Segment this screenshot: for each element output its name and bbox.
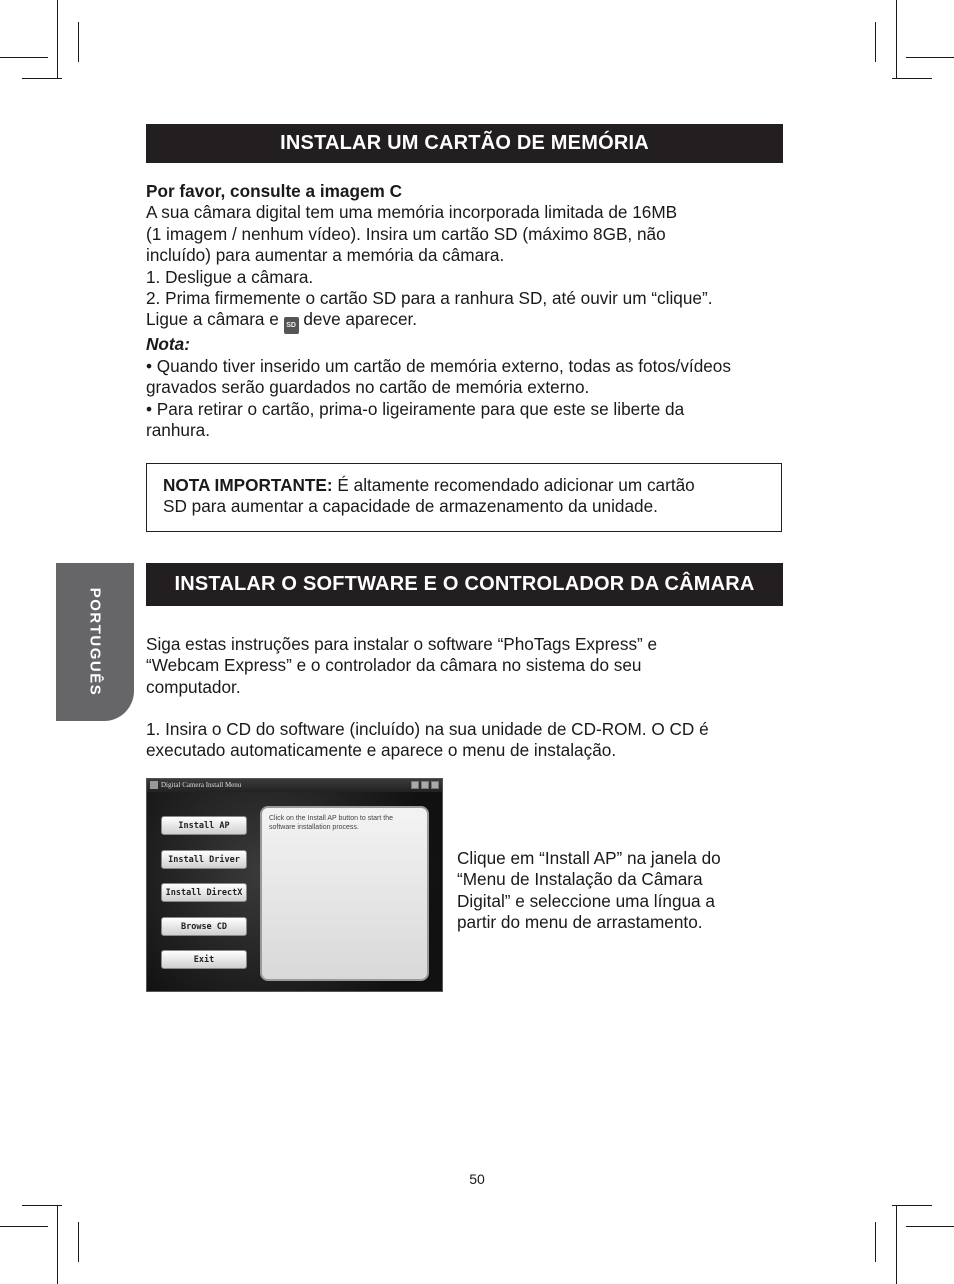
note-label: Nota: (146, 334, 190, 355)
software-intro (146, 634, 786, 698)
maximize-icon[interactable] (421, 781, 429, 789)
paragraph-line: Siga estas instruções para instalar o software “PhoTags Express” e (146, 634, 658, 654)
step-2-text-after: deve aparecer. (303, 309, 418, 330)
caption-line: “Menu de Instalação da Câmara (457, 869, 703, 890)
paragraph-line: incluído) para aumentar a memória da câmara. (146, 245, 505, 266)
memory-card-instructions (146, 181, 786, 441)
language-tab-label: PORTUGUÊS (86, 587, 104, 697)
bullet-line: • Quando tiver inserido um cartão de memória externo, todas as fotos/vídeos (146, 355, 731, 376)
software-step-1 (146, 719, 786, 762)
close-icon[interactable] (431, 781, 439, 789)
info-panel-text: Click on the Install AP button to start the software installation process. (269, 815, 393, 831)
install-driver-button[interactable]: Install Driver (161, 850, 247, 869)
bullet-line: • Para retirar o cartão, prima-o ligeiramente para que este se liberte da (146, 398, 685, 419)
step-2-continued (146, 309, 786, 334)
paragraph-line: (1 imagem / nenhum vídeo). Insira um cartão SD (máximo 8GB, não (146, 223, 666, 244)
important-note-box (146, 463, 782, 532)
step-2: 2. Prima firmemente o cartão SD para a ranhura SD, até ouvir um “clique”. (146, 288, 713, 309)
window-title: Digital Camera Install Menu (161, 781, 242, 789)
important-note-line (163, 475, 765, 496)
paragraph-line: 1. Insira o CD do software (incluído) na sua unidade de CD-ROM. O CD é (146, 719, 709, 739)
paragraph-line: computador. (146, 676, 241, 697)
step-2-text-before: Ligue a câmara e (146, 309, 279, 330)
install-ap-button[interactable]: Install AP (161, 816, 247, 835)
language-side-tab (56, 563, 134, 721)
image-reference: Por favor, consulte a imagem C (146, 181, 402, 201)
caption-line: Clique em “Install AP” na janela do (457, 848, 721, 868)
section-heading-text: INSTALAR O SOFTWARE E O CONTROLADOR DA CÂMARA (174, 573, 755, 595)
step-1: 1. Desligue a câmara. (146, 266, 314, 287)
exit-button[interactable]: Exit (161, 950, 247, 969)
caption-line: partir do menu de arrastamento. (457, 912, 703, 933)
paragraph-line: “Webcam Express” e o controlador da câmara no sistema do seu (146, 655, 642, 676)
section-heading-software (146, 563, 783, 606)
install-menu-body (147, 792, 442, 991)
window-title-bar (147, 779, 442, 792)
browse-cd-button[interactable]: Browse CD (161, 917, 247, 936)
info-panel (260, 806, 429, 981)
minimize-icon[interactable] (411, 781, 419, 789)
window-controls (411, 781, 439, 789)
important-note-label: NOTA IMPORTANTE: (163, 475, 333, 495)
app-icon (150, 781, 158, 789)
screenshot-caption (457, 848, 767, 934)
install-menu-screenshot (146, 778, 443, 992)
install-directx-button[interactable]: Install DirectX (161, 883, 247, 902)
section-heading-memory-card (146, 124, 783, 163)
caption-line: Digital” e seleccione uma língua a (457, 890, 715, 911)
bullet-line: ranhura. (146, 420, 211, 441)
sd-card-icon: SD (284, 317, 299, 334)
paragraph-line: executado automaticamente e aparece o menu de instalação. (146, 740, 617, 761)
important-note-line: SD para aumentar a capacidade de armazenamento da unidade. (163, 496, 658, 517)
page-number: 50 (469, 1171, 485, 1187)
section-heading-text: INSTALAR UM CARTÃO DE MEMÓRIA (280, 132, 649, 154)
bullet-line: gravados serão guardados no cartão de memória externo. (146, 377, 590, 398)
paragraph-line: A sua câmara digital tem uma memória incorporada limitada de 16MB (146, 202, 678, 223)
important-note-text: É altamente recomendado adicionar um cartão (337, 475, 695, 495)
